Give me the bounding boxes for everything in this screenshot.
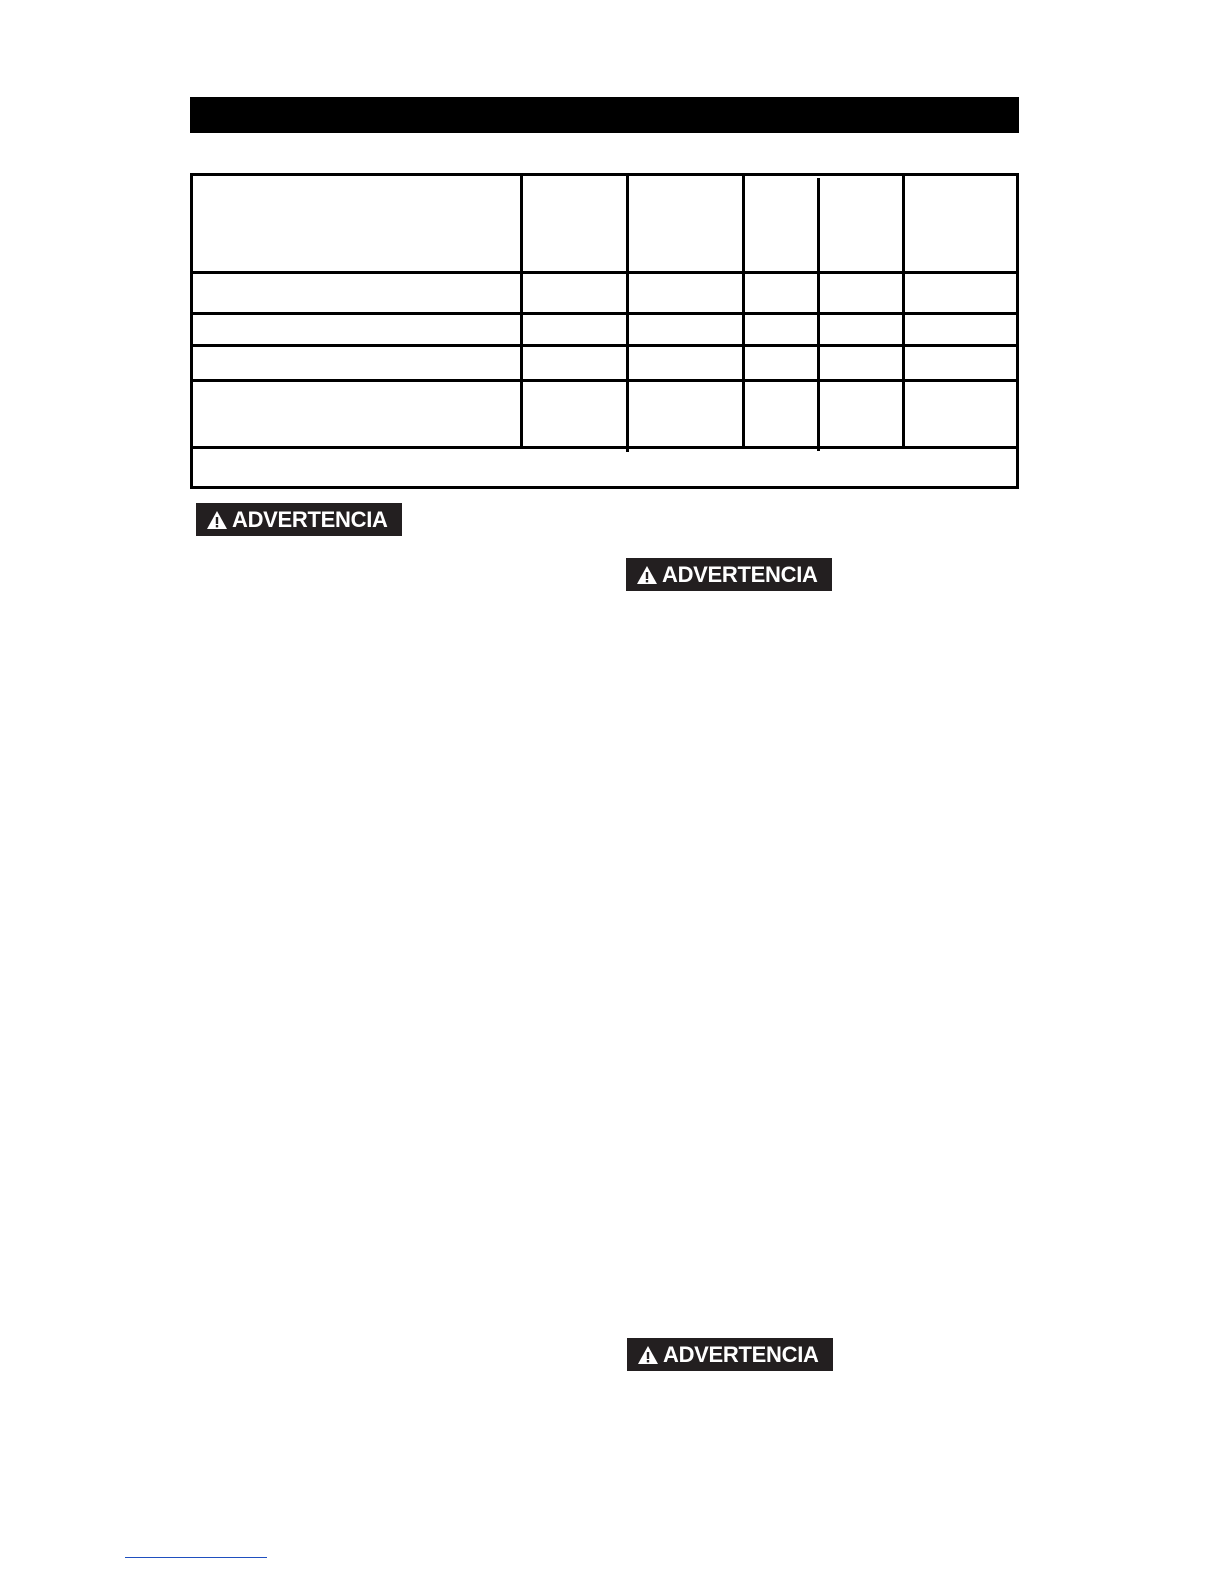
section-header-bar — [190, 97, 1019, 133]
specifications-table — [190, 173, 1019, 489]
warning-badge — [196, 503, 402, 536]
table-row-divider — [193, 271, 1016, 274]
table-column-divider — [817, 178, 820, 451]
warning-badge — [626, 558, 832, 591]
warning-triangle-icon — [206, 510, 228, 530]
table-row-divider — [193, 344, 1016, 347]
table-column-divider — [742, 173, 745, 448]
table-column-divider — [902, 176, 905, 448]
footer-rule — [125, 1557, 267, 1558]
warning-badge-label: ADVERTENCIA — [662, 561, 818, 587]
table-row-divider — [193, 312, 1016, 315]
table-row-divider — [193, 379, 1016, 382]
table-column-divider — [626, 176, 629, 452]
warning-triangle-icon — [637, 1345, 659, 1365]
warning-badge-label: ADVERTENCIA — [232, 506, 388, 532]
warning-badge — [627, 1338, 833, 1371]
warning-badge-label: ADVERTENCIA — [663, 1341, 819, 1367]
table-column-divider — [520, 176, 523, 448]
table-row-divider — [193, 446, 1016, 449]
warning-triangle-icon — [636, 565, 658, 585]
